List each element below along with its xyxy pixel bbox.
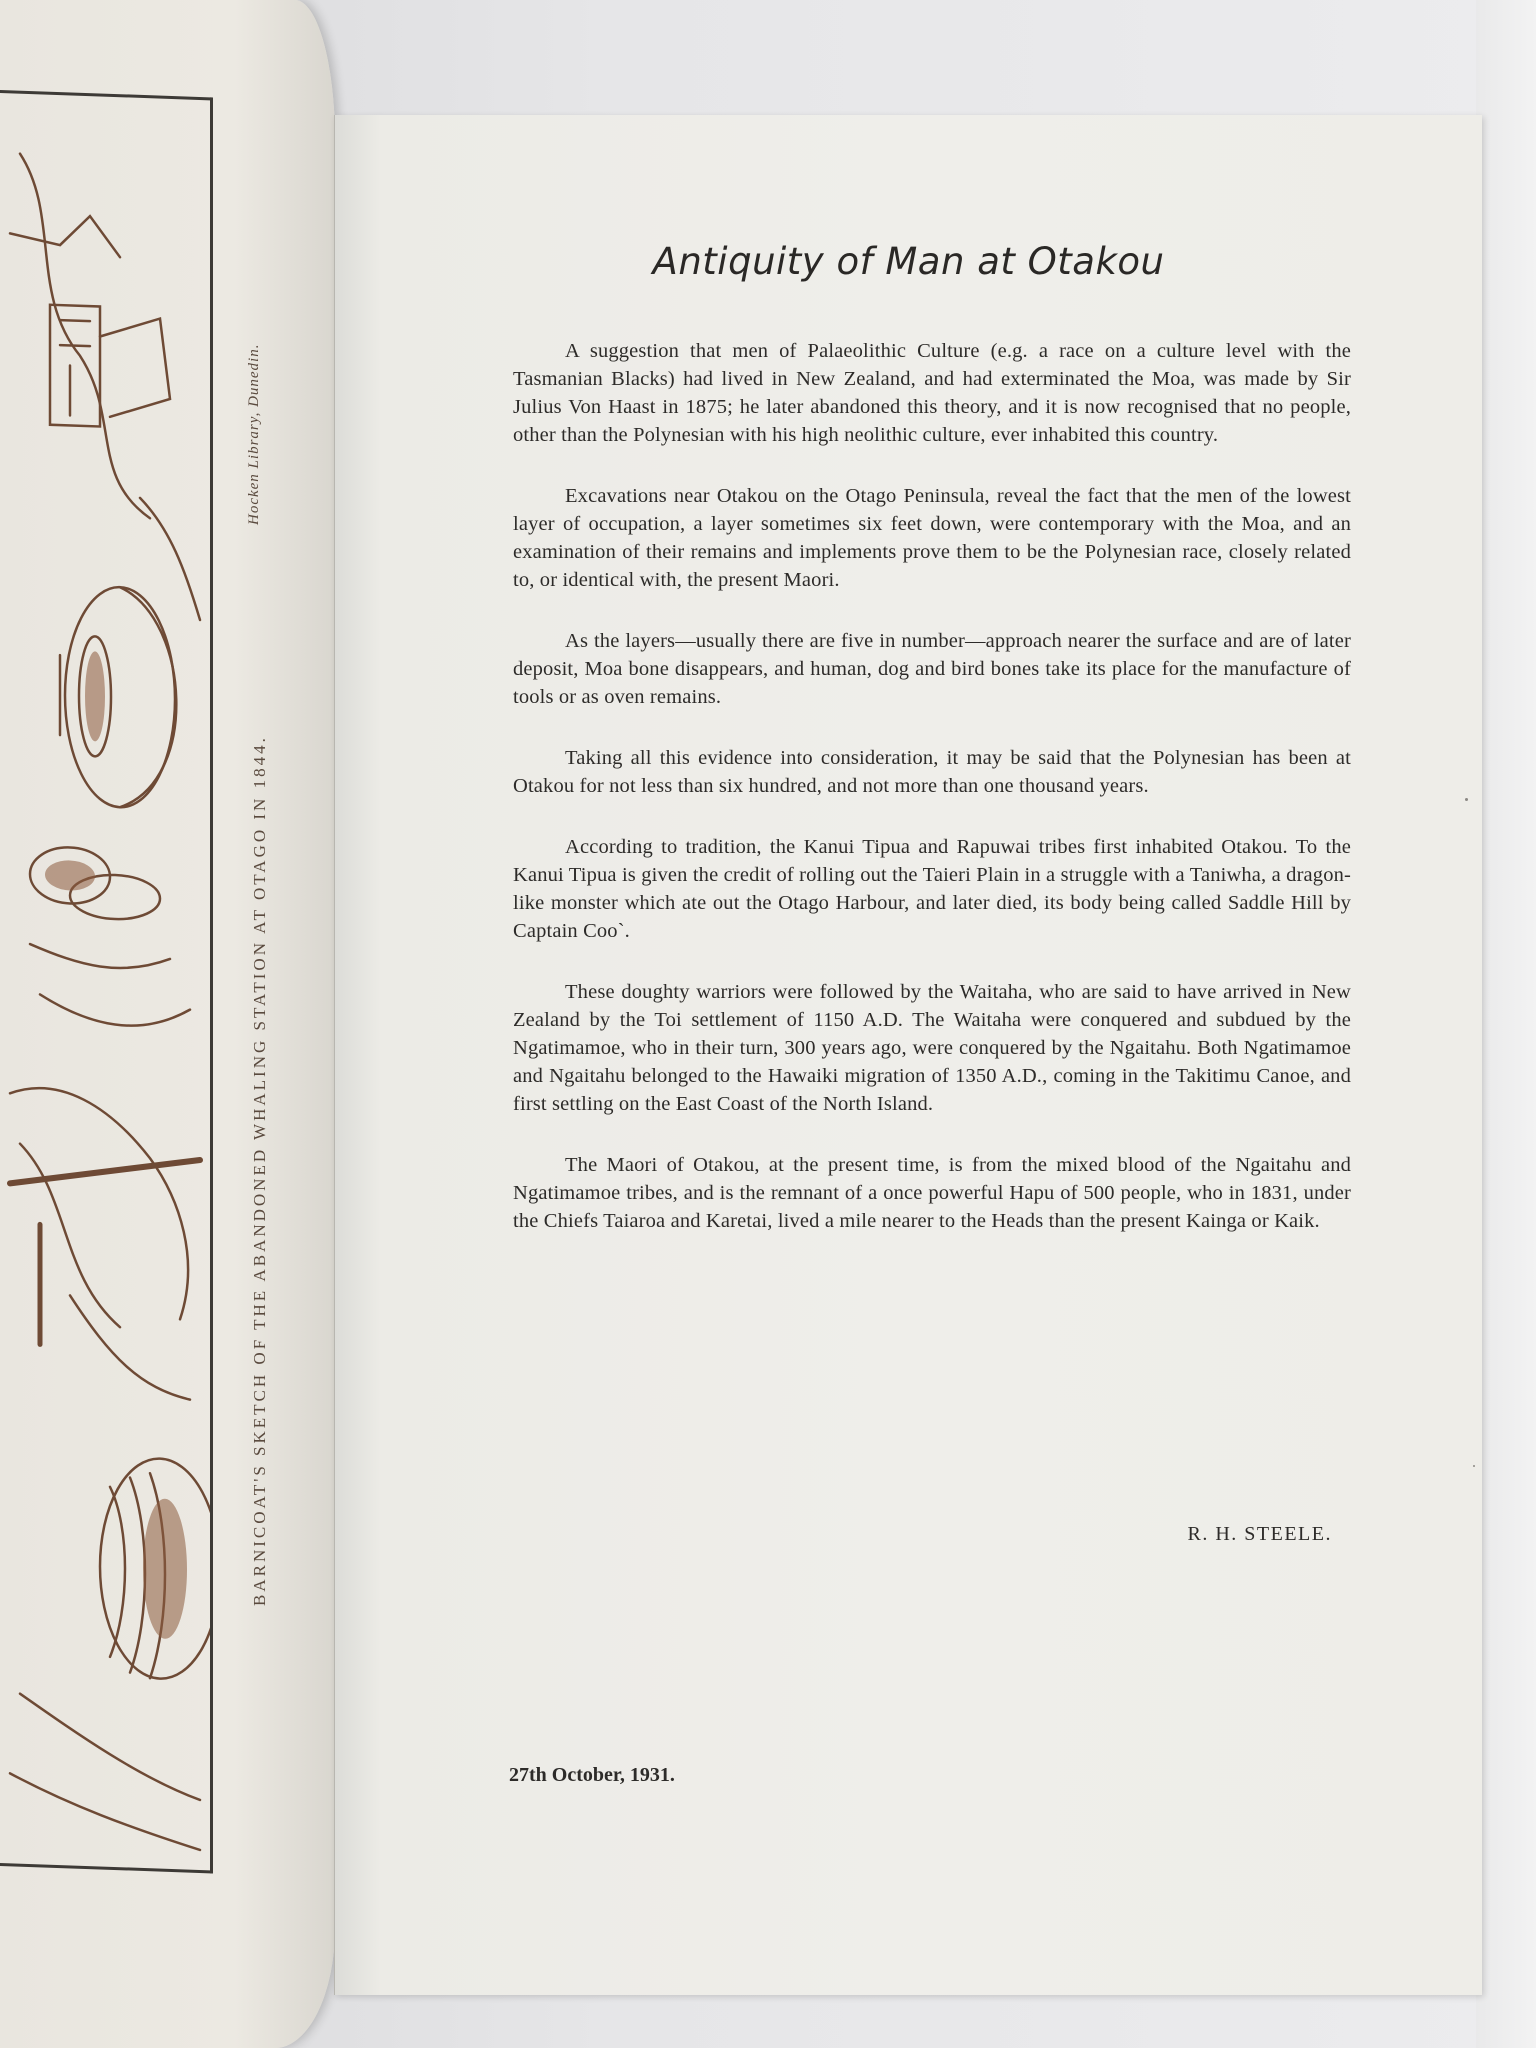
sketch-credit: Hocken Library, Dunedin. (246, 343, 262, 525)
sketch-drawing (0, 93, 210, 1870)
sketch-caption: BARNICOAT'S SKETCH OF THE ABANDONED WHALING STATION AT OTAGO IN 1844. (250, 735, 269, 1606)
paper-speck (1465, 798, 1468, 801)
paragraph-3: As the layers—usually there are five in number—approach nearer the surface and are of later deposit, Moa bone disappears, and human, dog and bird bones take its place for the manufacture of tools or as oven remains. (513, 630, 1351, 708)
paragraph-7: The Maori of Otakou, at the present time, is from the mixed blood of the Ngaitahu and Ngatimamoe tribes, and is the remnant of a once powerful Hapu of 500 people, who in 1831, under the Chiefs Taiaroa and Karetai, lived a mile nearer to the Heads than the present Kainga or Kaik. (513, 1154, 1351, 1232)
right-page (334, 115, 1482, 1995)
paragraph-2: Excavations near Otakou on the Otago Peninsula, reveal the fact that the men of the lowest layer of occupation, a layer sometimes six feet down, were contemporary with the Moa, and an examination of their remains and implements prove them to be the Polynesian race, closely related to, or identical with, the present Maori. (513, 485, 1351, 591)
paragraph-6: These doughty warriors were followed by the Waitaha, who are said to have arrived in New Zealand by the Toi settlement of 1150 A.D. The Waitaha were conquered and subdued by the Ngatimamoe, who in their turn, 300 years ago, were conquered by the Ngaitahu. Both Ngatimamoe and Ngaitahu belonged to the Hawaiki migration of 1350 A.D., coming in the Takitimu Canoe, and first settling on the East Coast of the North Island. (513, 981, 1351, 1115)
author-signature: R. H. STEELE. (1187, 1523, 1332, 1545)
paragraph-5: According to tradition, the Kanui Tipua and Rapuwai tribes first inhabited Otakou. To the Kanui Tipua is given the credit of rolling out the Taieri Plain in a struggle with a Taniwha, a dragon-like monster which ate out the Otago Harbour, and later died, its body being called Saddle Hill by Captain Coo`. (513, 836, 1351, 942)
article-body (513, 337, 1351, 1268)
background-edge (1476, 0, 1536, 2048)
paper-speck (1473, 1465, 1475, 1467)
whaling-station-sketch-icon (0, 90, 213, 1873)
left-page (0, 0, 335, 2048)
paragraph-1: A suggestion that men of Palaeolithic Culture (e.g. a race on a culture level with the Tasmanian Blacks) had lived in New Zealand, and had exterminated the Moa, was made by Sir Julius Von Haast in 1875; he later abandoned this theory, and it is now recognised that no people, other than the Polynesian with his high neolithic culture, ever inhabited this country. (513, 340, 1351, 446)
publication-date: 27th October, 1931. (509, 1764, 675, 1786)
paragraph-4: Taking all this evidence into consideration, it may be said that the Polynesian has been at Otakou for not less than six hundred, and not more than one thousand years. (513, 747, 1351, 797)
page-title: Antiquity of Man at Otakou (652, 240, 1165, 283)
